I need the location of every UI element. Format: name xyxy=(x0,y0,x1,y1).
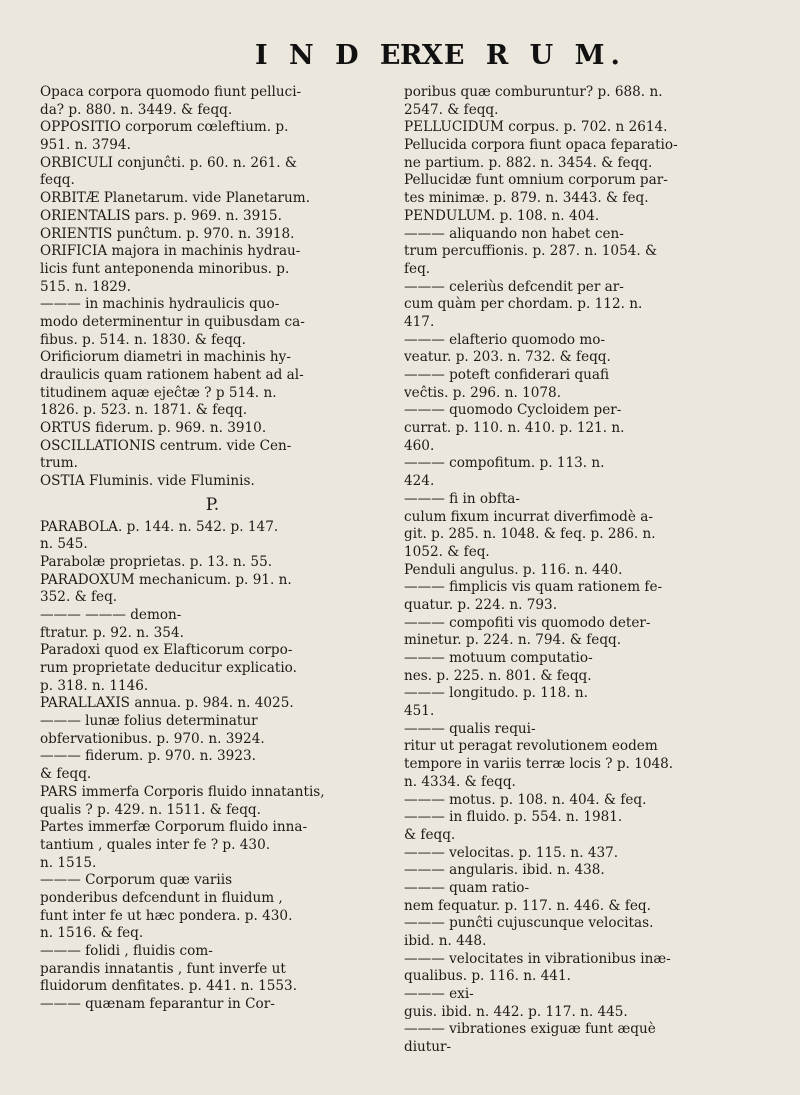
index-entry-line: git. p. 285. n. 1048. & feq. p. 286. n. xyxy=(404,526,656,543)
index-entry-line: ——— angularis. ibid. n. 438. xyxy=(404,862,605,879)
index-entry-line: ——— ——— demon- xyxy=(40,606,182,623)
index-entry-line: feq. xyxy=(404,260,431,277)
index-entry-line: rum proprietate deducitur explicatio. xyxy=(40,660,297,677)
index-entry-line: trum percuffionis. p. 287. n. 1054. & xyxy=(404,243,658,260)
index-entry-line: ——— Corporum quæ variis xyxy=(40,872,233,889)
index-entry-line: feqq. xyxy=(40,172,75,189)
index-entry-line: ——— quomodo Cycloidem per- xyxy=(404,402,622,419)
index-entry-line: ——— compofiti vis quomodo deter- xyxy=(404,614,651,631)
index-entry-line: 515. n. 1829. xyxy=(40,278,131,295)
index-entry-line: ——— fimplicis vis quam rationem fe- xyxy=(404,579,663,596)
index-entry-line: diutur- xyxy=(404,1039,452,1056)
index-entry-line: PELLUCIDUM corpus. p. 702. n 2614. xyxy=(404,119,668,136)
index-entry-line: ——— exi- xyxy=(404,986,474,1003)
index-entry-line: ——— in fluido. p. 554. n. 1981. xyxy=(404,809,623,826)
index-entry-line: tantium , quales inter fe ? p. 430. xyxy=(40,836,271,853)
index-entry-line: 451. xyxy=(404,703,435,720)
index-entry-line: nem fequatur. p. 117. n. 446. & feq. xyxy=(404,897,651,914)
index-entry-line: ——— in machinis hydraulicis quo- xyxy=(40,296,280,313)
index-entry-line: culum fixum incurrat diverfimodè a- xyxy=(404,508,653,525)
index-entry-line: ——— fi in obfta- xyxy=(404,490,520,507)
index-entry-line: titudinem aquæ ejeĉtæ ? p 514. n. xyxy=(40,384,277,401)
right-column xyxy=(404,84,760,1057)
index-entry-line: p. 318. n. 1146. xyxy=(40,677,149,694)
index-entry-line: OSTIA Fluminis. vide Fluminis. xyxy=(40,473,255,490)
index-entry-line: PARADOXUM mechanicum. p. 91. n. xyxy=(40,571,292,588)
index-entry-line: ibid. n. 448. xyxy=(404,933,487,949)
index-entry-line: poribus quæ comburuntur? p. 688. n. xyxy=(404,84,663,100)
index-entry-line: n. 1515. xyxy=(40,854,97,871)
index-entry-line: veĉtis. p. 296. n. 1078. xyxy=(404,384,562,401)
index-entry-line: Penduli angulus. p. 116. n. 440. xyxy=(404,561,623,578)
index-entry-line: P. xyxy=(205,494,220,515)
index-entry-line: ftratur. p. 92. n. 354. xyxy=(40,624,184,641)
index-entry-line: OSCILLATIONIS centrum. vide Cen- xyxy=(40,437,292,454)
index-entry-line: n. 1516. & feq. xyxy=(40,925,144,942)
index-entry-line: ——— vibrationes exiguæ funt æquè xyxy=(404,1021,656,1038)
index-entry-line: ——— punĉti cujuscunque velocitas. xyxy=(404,915,654,932)
index-entry-line: ——— motus. p. 108. n. 404. & feq. xyxy=(404,791,647,808)
index-entry-line: ——— compofitum. p. 113. n. xyxy=(404,455,605,472)
index-entry-line: Pellucidæ funt omnium corporum par- xyxy=(404,172,668,189)
index-entry-line: ——— velocitates in vibrationibus inæ- xyxy=(404,950,671,967)
index-entry-line: PARS immerfa Corporis fluido innatantis, xyxy=(40,783,325,800)
index-entry-line: PENDULUM. p. 108. n. 404. xyxy=(404,207,600,224)
index-entry-line: cum quàm per chordam. p. 112. n. xyxy=(404,296,643,313)
index-entry-line: Orificiorum diametri in machinis hy- xyxy=(40,349,291,366)
index-entry-line: Paradoxi quod ex Elafticorum corpo- xyxy=(40,642,293,659)
index-entry-line: ritur ut peragat revolutionem eodem xyxy=(404,738,658,755)
index-entry-line: & feqq. xyxy=(40,766,92,783)
index-entry-line: ——— quænam feparantur in Cor- xyxy=(40,996,275,1013)
index-entry-line: modo determinentur in quibusdam ca- xyxy=(40,313,305,330)
index-entry-line: 951. n. 3794. xyxy=(40,137,131,154)
index-entry-line: 2547. & feqq. xyxy=(404,101,499,118)
index-entry-line: ——— motuum computatio- xyxy=(404,650,593,666)
index-entry-line: ORIENTIS punĉtum. p. 970. n. 3918. xyxy=(40,225,295,242)
index-entry-line: Partes immerfæ Corporum fluido inna- xyxy=(40,819,308,836)
index-entry-line: ——— fiderum. p. 970. n. 3923. xyxy=(40,748,256,765)
index-entry-line: tempore in variis terræ locis ? p. 1048. xyxy=(404,756,674,773)
index-entry-line: ORTUS fiderum. p. 969. n. 3910. xyxy=(40,420,267,437)
index-entry-line: 1052. & feq. xyxy=(404,543,490,560)
index-entry-line: draulicis quam rationem habent ad al- xyxy=(40,367,304,383)
index-entry-line: fibus. p. 514. n. 1830. & feqq. xyxy=(40,331,246,348)
index-entry-line: trum. xyxy=(40,455,78,472)
index-entry-line: ORIENTALIS pars. p. 969. n. 3915. xyxy=(40,207,282,224)
index-entry-line: fluidorum denfitates. p. 441. n. 1553. xyxy=(40,978,298,995)
index-entry-line: qualis ? p. 429. n. 1511. & feqq. xyxy=(40,801,261,818)
index-entry-line: quatur. p. 224. n. 793. xyxy=(404,596,558,613)
index-entry-line: minetur. p. 224. n. 794. & feqq. xyxy=(404,632,622,649)
index-entry-line: obfervationibus. p. 970. n. 3924. xyxy=(40,730,265,747)
index-entry-line: PARABOLA. p. 144. n. 542. p. 147. xyxy=(40,518,279,535)
index-entry-line: tes minimæ. p. 879. n. 3443. & feq. xyxy=(404,190,649,207)
index-entry-line: funt inter fe ut hæc pondera. p. 430. xyxy=(40,907,293,924)
index-entry-line: ——— folidi , fluidis com- xyxy=(40,943,213,960)
index-entry-line: ne partium. p. 882. n. 3454. & feqq. xyxy=(404,154,653,171)
index-entry-line: ——— velocitas. p. 115. n. 437. xyxy=(404,844,619,861)
index-entry-line: Parabolæ proprietas. p. 13. n. 55. xyxy=(40,553,273,570)
index-entry-line: licis funt anteponenda minoribus. p. xyxy=(40,260,290,277)
index-entry-line: ponderibus defcendunt in fluidum , xyxy=(40,889,283,906)
index-entry-line: PARALLAXIS annua. p. 984. n. 4025. xyxy=(40,695,294,712)
index-entry-line: veatur. p. 203. n. 732. & feqq. xyxy=(404,349,611,366)
header-rerum: R E R U M. xyxy=(400,40,626,71)
index-entry-line: n. 4334. & feqq. xyxy=(404,773,516,790)
index-entry-line: 460. xyxy=(404,437,435,454)
index-entry-line: n. 545. xyxy=(40,536,88,553)
index-entry-line: ——— quam ratio- xyxy=(404,879,530,896)
index-entry-line: ——— poteft confiderari quafi xyxy=(404,367,610,383)
index-entry-line: qualibus. p. 116. n. 441. xyxy=(404,968,571,985)
index-entry-line: 424. xyxy=(404,473,435,490)
index-entry-line: da? p. 880. n. 3449. & feqq. xyxy=(40,101,233,118)
index-entry-line: guis. ibid. n. 442. p. 117. n. 445. xyxy=(404,1003,628,1020)
index-entry-line: ORBITÆ Planetarum. vide Planetarum. xyxy=(40,190,311,207)
index-entry-line: Pellucida corpora fiunt opaca feparatio- xyxy=(404,137,678,154)
index-entry-line: ORBICULI conjunĉti. p. 60. n. 261. & xyxy=(40,154,298,171)
index-entry-line: ——— elafterio quomodo mo- xyxy=(404,331,606,348)
header-index: I N D E X xyxy=(255,40,449,71)
index-entry-line: ——— lunæ folius determinatur xyxy=(40,713,258,730)
index-entry-line: ORIFICIA majora in machinis hydrau- xyxy=(40,243,301,260)
index-entry-line: parandis innatantis , funt inverfe ut xyxy=(40,960,286,977)
index-entry-line: Opaca corpora quomodo fiunt pelluci- xyxy=(40,84,302,100)
index-entry-line: ——— qualis requi- xyxy=(404,720,536,737)
index-entry-line: & feqq. xyxy=(404,826,456,843)
index-entry-line: currat. p. 110. n. 410. p. 121. n. xyxy=(404,420,625,437)
index-entry-line: 417. xyxy=(404,313,435,330)
index-entry-line: ——— longitudo. p. 118. n. xyxy=(404,685,588,702)
index-entry-line: 352. & feq. xyxy=(40,589,118,606)
index-entry-line: OPPOSITIO corporum cœleftium. p. xyxy=(40,119,289,136)
index-entry-line: ——— celeriùs defcendit per ar- xyxy=(404,278,624,295)
left-column xyxy=(40,84,385,1014)
index-entry-line: 1826. p. 523. n. 1871. & feqq. xyxy=(40,402,248,419)
index-entry-line: ——— aliquando non habet cen- xyxy=(404,225,624,242)
index-entry-line: nes. p. 225. n. 801. & feqq. xyxy=(404,667,592,684)
